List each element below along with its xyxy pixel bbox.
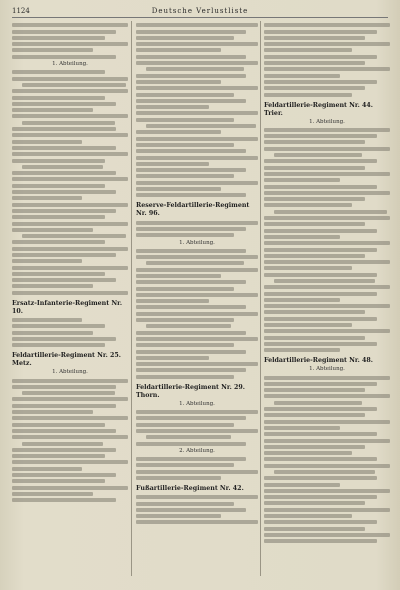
text-line (264, 520, 377, 524)
text-line (12, 423, 105, 427)
text-line (274, 210, 387, 214)
text-line (136, 193, 246, 197)
text-line (264, 42, 390, 46)
text-line (264, 178, 340, 182)
text-line (22, 121, 115, 125)
text-line (136, 168, 246, 172)
text-line (136, 463, 234, 467)
subsection-heading: 1. Abteilung. (309, 118, 345, 125)
text-line (146, 124, 256, 128)
subsection-heading: 1. Abteilung. (309, 366, 345, 373)
text-line (12, 203, 128, 207)
text-line (12, 114, 128, 118)
text-line (136, 227, 246, 231)
text-line (264, 241, 390, 245)
text-line (264, 539, 377, 543)
text-line (12, 36, 105, 40)
text-line (136, 187, 221, 191)
text-line (12, 486, 128, 490)
text-line (264, 36, 365, 40)
text-line (136, 42, 258, 46)
text-line (136, 343, 234, 347)
text-line (264, 203, 352, 207)
text-line (22, 165, 103, 169)
text-line (12, 240, 105, 244)
text-line (12, 331, 93, 335)
column-divider (131, 21, 132, 576)
page-number: 1124 (12, 7, 30, 15)
text-line (12, 253, 116, 257)
text-line (264, 23, 390, 27)
text-line (264, 420, 390, 424)
text-line (12, 416, 128, 420)
text-line (264, 266, 352, 270)
text-line (136, 74, 246, 78)
section-heading: Ersatz-Infanterie-Regiment Nr. 10. (12, 299, 123, 315)
text-line (264, 508, 390, 512)
text-line (136, 36, 234, 40)
text-line (22, 391, 115, 395)
text-line (264, 172, 390, 176)
text-line (136, 99, 246, 103)
text-line (264, 527, 365, 531)
text-line (136, 312, 258, 316)
text-line (264, 140, 365, 144)
text-line (264, 298, 340, 302)
text-line (264, 191, 390, 195)
text-line (136, 375, 234, 379)
text-line (264, 413, 365, 417)
text-line (264, 514, 352, 518)
text-line (136, 233, 234, 237)
text-line (12, 337, 116, 341)
text-line (12, 89, 128, 93)
text-line (264, 86, 365, 90)
text-line (264, 229, 377, 233)
text-line (136, 337, 258, 341)
text-line (12, 133, 128, 137)
text-line (12, 324, 105, 328)
text-line (22, 442, 103, 446)
text-line (136, 174, 234, 178)
text-line (12, 448, 116, 452)
text-line (264, 216, 390, 220)
text-line (136, 48, 221, 52)
text-line (264, 432, 377, 436)
section-heading: Feldartillerie-Regiment Nr. 48. (264, 357, 373, 365)
text-line (264, 451, 352, 455)
text-line (22, 234, 126, 238)
text-line (12, 291, 128, 295)
text-line (264, 495, 377, 499)
text-line (264, 457, 377, 461)
text-line (12, 397, 128, 401)
text-line (264, 329, 390, 333)
text-line (264, 376, 390, 380)
text-line (136, 502, 234, 506)
section-heading: Reserve-Feldartillerie-Regiment Nr. 96. (136, 202, 250, 218)
text-line (136, 362, 258, 366)
text-line (12, 473, 116, 477)
text-line (12, 23, 128, 27)
text-line (136, 470, 258, 474)
text-line (136, 299, 209, 303)
text-line (22, 83, 126, 87)
text-line (12, 159, 105, 163)
text-line (264, 336, 365, 340)
text-line (264, 80, 377, 84)
text-line (264, 166, 365, 170)
text-line (12, 209, 116, 213)
text-line (264, 292, 377, 296)
text-line (12, 55, 116, 59)
text-line (136, 274, 221, 278)
text-line (264, 248, 377, 252)
text-line (12, 435, 128, 439)
text-line (264, 426, 340, 430)
text-line (264, 93, 352, 97)
text-line (12, 70, 105, 74)
text-line (264, 128, 390, 132)
text-line (136, 156, 258, 160)
text-line (12, 278, 116, 282)
text-line (264, 61, 365, 65)
text-line (264, 310, 365, 314)
text-line (274, 153, 362, 157)
text-line (136, 255, 258, 259)
subsection-heading: 1. Abteilung. (52, 61, 88, 68)
text-line (146, 324, 231, 328)
text-line (136, 520, 258, 524)
subsection-heading: 1. Abteilung. (179, 400, 215, 407)
text-line (264, 55, 377, 59)
text-line (264, 533, 390, 537)
text-line (12, 343, 105, 347)
text-line (136, 293, 258, 297)
text-line (264, 464, 390, 468)
text-line (136, 162, 209, 166)
text-line (274, 470, 375, 474)
text-line (136, 457, 246, 461)
text-line (136, 80, 221, 84)
text-line (264, 489, 390, 493)
text-line (12, 410, 93, 414)
text-line (12, 171, 116, 175)
section-heading: Feldartillerie-Regiment Nr. 44. Trier. (264, 101, 373, 117)
text-line (264, 197, 365, 201)
page-header (12, 5, 388, 17)
text-line (264, 304, 390, 308)
text-line (136, 118, 234, 122)
text-line (264, 388, 365, 392)
text-line (12, 467, 82, 471)
text-line (264, 273, 377, 277)
text-line (12, 96, 105, 100)
text-line (12, 385, 116, 389)
text-line (136, 143, 234, 147)
text-line (136, 331, 246, 335)
text-line (12, 228, 93, 232)
text-line (264, 222, 365, 226)
text-line (136, 61, 258, 65)
text-line (136, 23, 258, 27)
text-line (264, 159, 377, 163)
text-line (136, 280, 246, 284)
text-line (136, 130, 221, 134)
text-line (136, 476, 221, 480)
text-line (136, 305, 246, 309)
text-line (12, 404, 116, 408)
header-rule (12, 17, 388, 18)
running-title: Deutsche Verlustliste (151, 7, 249, 15)
text-line (146, 67, 244, 71)
text-line (264, 134, 377, 138)
text-line (12, 196, 82, 200)
text-line (264, 317, 377, 321)
text-line (136, 350, 246, 354)
text-line (136, 149, 246, 153)
text-line (12, 272, 105, 276)
column-3 (264, 21, 390, 578)
text-line (264, 407, 377, 411)
text-line (12, 215, 105, 219)
text-line (136, 181, 258, 185)
text-line (264, 439, 390, 443)
text-line (136, 429, 258, 433)
text-line (12, 184, 105, 188)
text-line (12, 108, 93, 112)
text-line (264, 445, 365, 449)
text-line (12, 454, 105, 458)
text-line (136, 423, 234, 427)
text-line (12, 222, 128, 226)
text-line (12, 247, 128, 251)
text-line (12, 284, 93, 288)
text-line (264, 348, 340, 352)
text-line (136, 356, 209, 360)
text-line (264, 48, 352, 52)
text-line (264, 382, 377, 386)
text-line (12, 429, 116, 433)
text-line (136, 442, 246, 446)
text-line (12, 77, 128, 81)
text-line (136, 30, 246, 34)
text-line (12, 30, 116, 34)
section-heading: Fußartillerie-Regiment Nr. 42. (136, 485, 244, 492)
text-line (264, 501, 365, 505)
text-line (136, 514, 221, 518)
text-line (264, 483, 340, 487)
text-line (264, 185, 377, 189)
text-line (264, 254, 365, 258)
text-line (12, 266, 128, 270)
text-line (12, 42, 128, 46)
text-line (146, 261, 244, 265)
text-line (136, 105, 209, 109)
column-divider (260, 21, 261, 576)
text-line (136, 221, 258, 225)
text-line (12, 379, 128, 383)
text-line (264, 342, 377, 346)
section-heading: Feldartillerie-Regiment Nr. 29. Thorn. (136, 383, 245, 399)
text-line (136, 93, 234, 97)
text-line (136, 86, 258, 90)
text-line (264, 147, 390, 151)
text-line (12, 190, 116, 194)
text-line (264, 67, 390, 71)
text-line (136, 508, 246, 512)
text-line (12, 127, 116, 131)
text-line (136, 368, 246, 372)
subsection-heading: 1. Abteilung. (179, 239, 215, 246)
text-line (264, 74, 340, 78)
subsection-heading: 1. Abteilung. (52, 369, 88, 376)
text-line (146, 435, 231, 439)
text-line (136, 318, 234, 322)
column-1 (12, 21, 128, 578)
text-line (264, 30, 377, 34)
text-line (12, 152, 128, 156)
text-line (12, 140, 82, 144)
text-line (12, 498, 116, 502)
text-line (12, 460, 128, 464)
text-line (136, 55, 246, 59)
text-line (12, 177, 128, 181)
text-line (136, 137, 258, 141)
text-line (264, 323, 352, 327)
section-heading: Feldartillerie-Regiment Nr. 25. Metz. (12, 352, 121, 368)
text-line (136, 495, 258, 499)
text-line (264, 235, 340, 239)
text-line (12, 146, 116, 150)
text-line (136, 287, 234, 291)
column-2 (136, 21, 258, 578)
text-line (12, 102, 116, 106)
text-line (12, 492, 93, 496)
text-line (136, 416, 246, 420)
text-line (12, 479, 105, 483)
text-line (274, 401, 362, 405)
text-line (12, 48, 93, 52)
text-line (136, 410, 258, 414)
text-line (274, 279, 375, 283)
text-line (12, 318, 82, 322)
text-line (136, 268, 258, 272)
text-line (264, 394, 390, 398)
subsection-heading: 2. Abteilung. (179, 447, 215, 454)
text-line (264, 260, 390, 264)
text-line (264, 285, 390, 289)
text-line (264, 476, 377, 480)
text-line (136, 111, 258, 115)
text-line (136, 249, 246, 253)
text-line (12, 259, 82, 263)
